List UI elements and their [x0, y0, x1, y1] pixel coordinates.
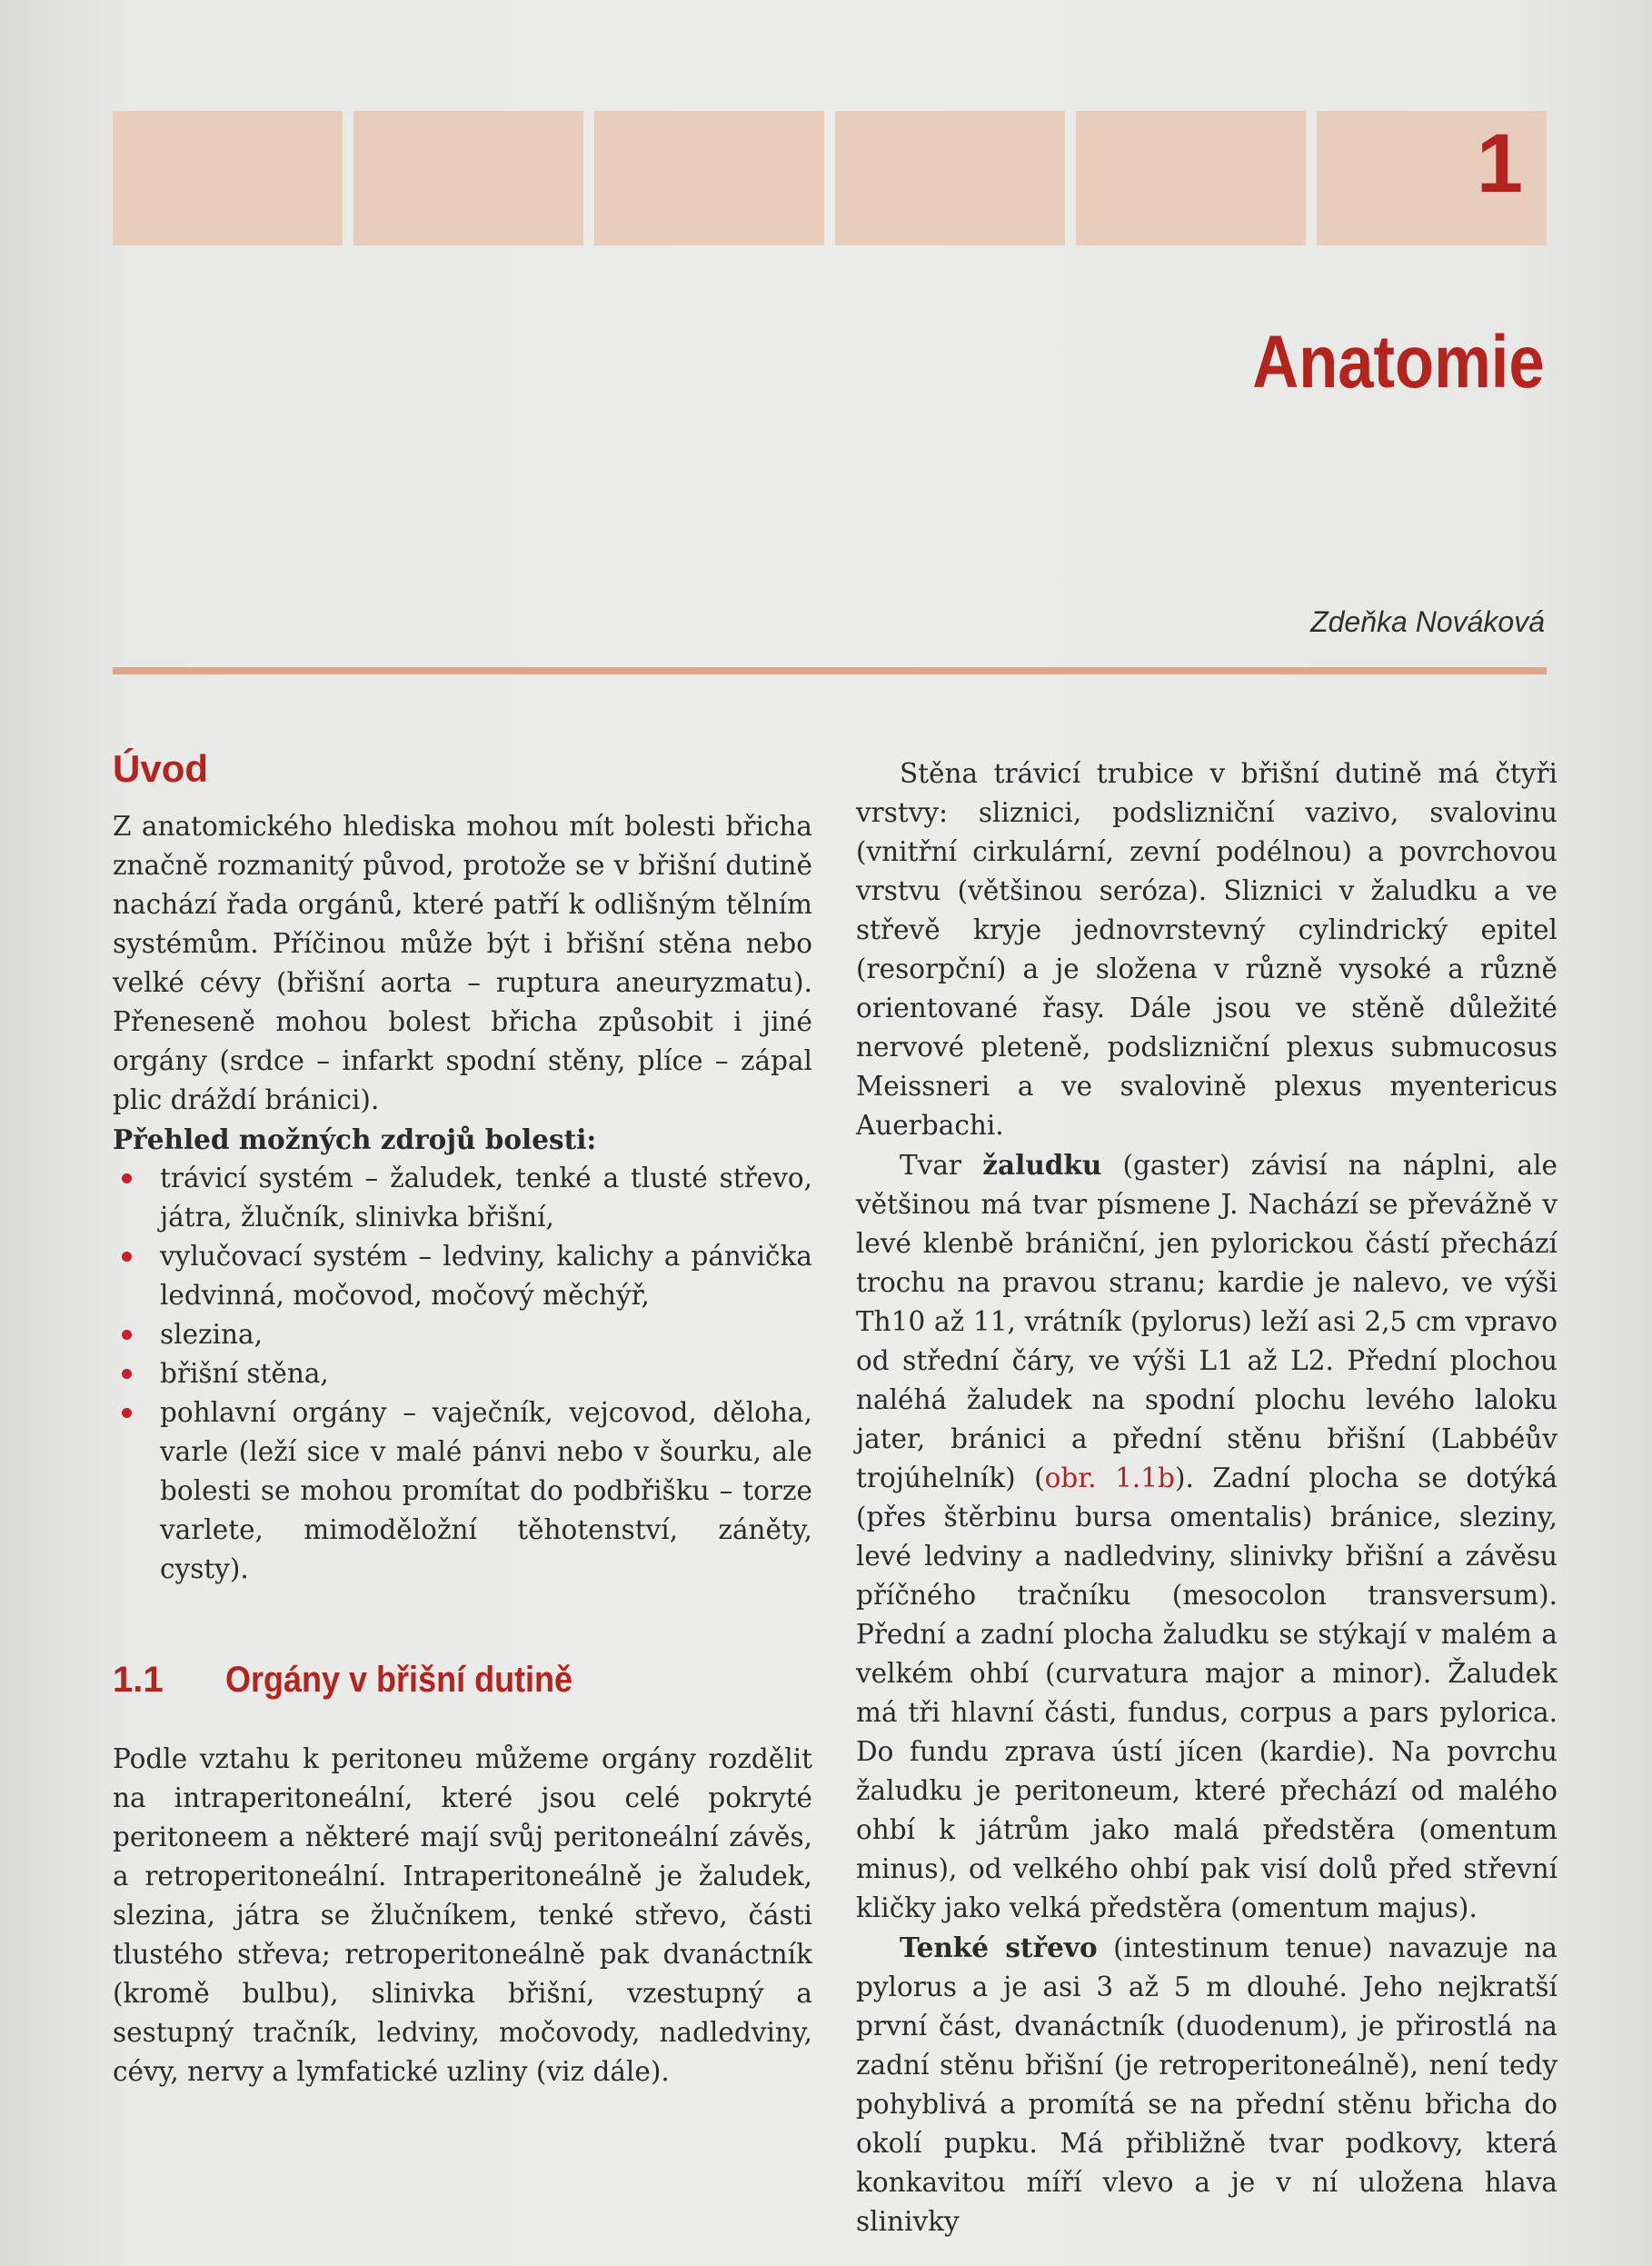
- intro-paragraph: Z anatomického hlediska mohou mít bolesti břicha značně rozmanitý původ, protože se v břišní dutině nachází řada orgánů, které patří k odlišným tělním systémům. Příčinou může být i břišní stěna nebo velké cévy (břišní aorta – ruptura aneuryzmatu). Přeneseně mohou bolest břicha způsobit i jiné orgány (srdce – infarkt spodní stěny, plíce – zápal plic dráždí bránici).: [113, 811, 812, 1115]
- wall-layers-paragraph: Stěna trávicí trubice v břišní dutině má čtyři vrstvy: sliznici, podslizniční vazivo, svalovinu (vnitřní cirkulární, zevní podélnou) a povrchovou vrstvu (většinou seróza). Sliznici v žaludku a ve střevě kryje jednovrstevný cylindrický epitel (resorpční) a je složena v různě vysoké a různě orientované řasy. Dále jsou ve stěně důležité nervové pleteně, podslizniční plexus submucosus Meissneri a ve svalovině plexus myentericus Auerbachi.: [856, 758, 1557, 1141]
- intro-heading: Úvod: [113, 747, 208, 790]
- header-block: [1317, 111, 1547, 245]
- figure-reference-link[interactable]: obr. 1.1b: [1044, 1462, 1175, 1493]
- section-title: Orgány v břišní dutině: [225, 1660, 573, 1700]
- term-small-intestine: Tenké střevo: [900, 1932, 1098, 1963]
- bullet-icon: [122, 1330, 132, 1340]
- term-stomach: žaludku: [982, 1149, 1102, 1181]
- bullet-icon: [122, 1173, 132, 1183]
- small-intestine-paragraph: Tenké střevo (intestinum tenue) navazuje na pylorus a je asi 3 až 5 m dlouhé. Jeho nejkratší první část, dvanáctník (duodenum), je přirostlá na zadní stěnu břišní (je retroperitoneálně), není tedy pohyblivá a promítá se na přední stěnu břicha do okolí pupku. Má přibližně tvar podkovy, která konkavitou míří vlevo a je v ní uložena hlava slinivky: [856, 1932, 1557, 2237]
- chapter-header-band: [113, 111, 1547, 245]
- header-block: [353, 111, 583, 245]
- list-item: břišní stěna,: [113, 1354, 812, 1393]
- bullet-icon: [122, 1252, 132, 1262]
- list-item: slezina,: [113, 1315, 812, 1354]
- right-column: [856, 754, 1557, 2241]
- section-paragraph: Podle vztahu k peritoneu můžeme orgány rozdělit na intraperitoneální, které jsou celé pokryté peritoneem a některé mají svůj peritoneální závěs, a retroperitoneální. Intraperitoneálně je žaludek, slezina, játra se žlučníkem, tenké střevo, části tlustého střeva; retroperitoneálně pak dvanáctník (kromě bulbu), slinivka břišní, vzestupný a sestupný tračník, ledviny, močovody, nadledviny, cévy, nervy a lymfatické uzliny (viz dále).: [113, 1743, 812, 2087]
- header-divider: [113, 667, 1547, 674]
- list-item: pohlavní orgány – vaječník, vejcovod, děloha, varle (leží sice v malé pánvi nebo v šourku, ale bolesti se mohou promítat do podbřišku – torze varlete, mimoděložní těhotenství, záněty, cysty).: [113, 1393, 812, 1589]
- list-item: vylučovací systém – ledviny, kalichy a pánvička ledvinná, močovod, močový měchýř,: [113, 1237, 812, 1315]
- chapter-title: Anatomie: [1252, 321, 1545, 404]
- left-column: [113, 744, 812, 2091]
- header-block: [594, 111, 824, 245]
- header-block: [835, 111, 1065, 245]
- chapter-author: Zdeňka Nováková: [1310, 605, 1545, 638]
- pain-sources-title: Přehled možných zdrojů bolesti:: [113, 1123, 597, 1155]
- bullet-icon: [122, 1408, 132, 1418]
- header-block: [1076, 111, 1306, 245]
- bullet-icon: [122, 1369, 132, 1379]
- pain-sources-list: [113, 1159, 812, 1589]
- stomach-paragraph: Tvar žaludku (gaster) závisí na náplni, ale většinou má tvar písmene J. Nachází se převážně v levé klenbě brániční, jen pylorickou částí přechází trochu na pravou stranu; kardie je nalevo, ve výši Th10 až 11, vrátník (pylorus) leží asi 2,5 cm vpravo od střední čáry, ve výši L1 až L2. Přední plochou naléhá žaludek na spodní plochu levého laloku jater, bránici a přední stěnu břišní (Labbéův trojúhelník) (obr. 1.1b). Zadní plocha se dotýká (přes štěrbinu bursa omentalis) bránice, sleziny, levé ledviny a nadledviny, slinivky břišní a závěsu příčného tračníku (mesocolon transversum). Přední a zadní plocha žaludku se stýkají v malém a velkém ohbí (curvatura major a minor). Žaludek má tři hlavní části, fundus, corpus a pars pylorica. Do fundu zprava ústí jícen (kardie). Na povrchu žaludku je peritoneum, které přechází od malého ohbí k játrům jako malá předstěra (omentum minus), od velkého ohbí pak visí dolů před střevní kličky jako velká předstěra (omentum majus).: [856, 1149, 1557, 1923]
- section-number: 1.1: [113, 1660, 164, 1700]
- header-block: [113, 111, 343, 245]
- list-item: trávicí systém – žaludek, tenké a tlusté střevo, játra, žlučník, slinivka břišní,: [113, 1159, 812, 1237]
- section-heading: [113, 1654, 812, 1705]
- chapter-number: 1: [1476, 117, 1523, 210]
